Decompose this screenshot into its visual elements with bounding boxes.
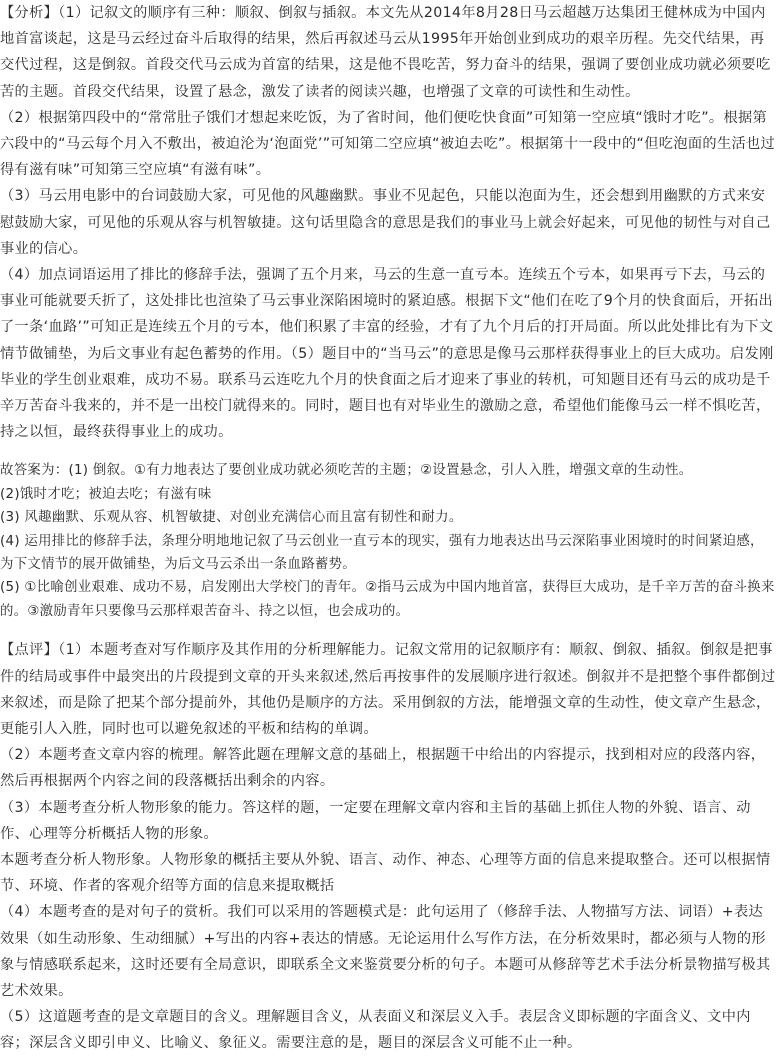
analysis-paragraph-2: （2）根据第四段中的“常常肚子饿们才想起来吃饭，为了省时间，他们便吃快食面”可知第一空应填“饿时才吃”。根据第六段中的“马云每个月入不敷出，被迫沦为‘泡面党’”可知第二空应填“被迫去吃”。根据第十一段中的“但吃泡面的生活也过得有滋有味”可知第三空应填“有滋有味”。 xyxy=(0,109,776,179)
answer-line-1: 故答案为：(1) 倒叙。①有力地表达了要创业成功就必须吃苦的主题；②设置悬念，引人入胜，增强文章的生动性。 xyxy=(0,463,693,479)
answer-line-4: (4) 运用排比的修辞手法，条理分明地地记叙了马云创业一直亏本的现实，强有力地表达出马云深陷事业困境时的时间紧迫感，为下文情节的展开做铺垫，为后文马云杀出一条血路蓄势。 xyxy=(0,533,764,573)
comment-section xyxy=(0,637,776,1056)
answer-line-5: (5) ①比喻创业艰难、成功不易，启发刚出大学校门的青年。②指马云成为中国内地首富，获得巨大成功，是千辛万苦的奋斗换来的。③激励青年只要像马云那样艰苦奋斗、持之以恒，也会成功的。 xyxy=(0,580,775,619)
analysis-paragraph-4: （4）加点词语运用了排比的修辞手法，强调了五个月来，马云的生意一直亏本。连续五个亏本，如果再亏下去，马云的事业可能就要夭折了，这处排比也渲染了马云事业深陷困境时的紧迫感。根据下文“他们在吃了9个月的快食面后，开拓出了一条‘血路’”可知正是连续五个月的亏本，他们积累了丰富的经验，才有了九个月后的打开局面。所以此处排比有为下文情节做铺垫，为后文事业有起色蓄势的作用。（5）题目中的“当马云”的意思是像马云那样获得事业上的巨大成功。启发刚毕业的学生创业艰难，成功不易。联系马云连吃九个月的快食面之后才迎来了事业的转机，可知题目还有马云的成功是千辛万苦奋斗我来的，并不是一出校门就得来的。同时，题目也有对毕业生的激励之意，希望他们能像马云一样不惧吃苦，持之以恒，最终获得事业上的成功。 xyxy=(0,267,774,441)
analysis-paragraph-3: （3）马云用电影中的台词鼓励大家，可见他的风趣幽默。事业不见起色，只能以泡面为生，还会想到用幽默的方式来安慰鼓励大家，可见他的乐观从容与机智敏捷。这句话里隐含的意思是我们的事业马上就会好起来，可见他的韧性与对自己事业的信心。 xyxy=(0,188,771,257)
comment-paragraph-2: （2）本题考查文章内容的梳理。解答此题在理解文意的基础上，根据题干中给出的内容提示，找到相对应的段落内容，然后再根据两个内容之间的段落概括出剩余的内容。 xyxy=(0,747,766,790)
comment-paragraph-6: （5）这道题考查的是文章题目的含义。理解题目含义，从表面义和深层义入手。表层含义即标题的字面含义、文中内容；深层含义即引申义、比喻义、象征义。需要注意的是，题目的深层含义可能不止一种。 xyxy=(0,1009,751,1052)
analysis-paragraph-1: 【分析】（1）记叙文的顺序有三种：顺叙、倒叙与插叙。本文先从2014年8月28日马云超越万达集团王健林成为中国内地首富谈起，这是马云经过奋斗后取得的结果，然后再叙述马云从1995年开始创业到成功的艰辛历程。先交代结果，再交代过程，这是倒叙。首段交代马云成为首富的结果，这是他不畏吃苦，努力奋斗的结果，强调了要创业成功就必须要吃苦的主题。首段交代结果，设置了悬念，激发了读者的阅读兴趣，也增强了文章的可读性和生动性。 xyxy=(0,5,771,100)
comment-paragraph-4: 本题考查分析人物形象。人物形象的概括主要从外貌、语言、动作、神态、心理等方面的信息来提取整合。还可以根据情节、环境、作者的客观介绍等方面的信息来提取概括 xyxy=(0,851,771,895)
answer-section xyxy=(0,459,776,623)
answer-line-2: (2)饿时才吃；被迫去吃；有滋有味 xyxy=(0,486,212,502)
comment-paragraph-5: （4）本题考查的是对句子的赏析。我们可以采用的答题模式是：此句运用了（修辞手法、人物描写方法、词语）+表达效果（如生动形象、生动细腻）+写出的内容+表达的情感。无论运用什么写作方法，在分析效果时，都必须与人物的形象与情感联系起来，这时还要有全局意识，即联系全文来鉴赏要分析的句子。本题可从修辞等艺术手法分析景物描写极其艺术效果。 xyxy=(0,904,771,999)
comment-paragraph-1: 【点评】（1）本题考查对写作顺序及其作用的分析理解能力。记叙文常用的记叙顺序有：顺叙、倒叙、插叙。倒叙是把事件的结局或事件中最突出的片段提到文章的开头来叙述,然后再按事件的发展顺序进行叙述。倒叙并不是把整个事件都倒过来叙述，而是除了把某个部分提前外，其他仍是顺序的方法。采用倒叙的方法，能增强文章的生动性，使文章产生悬念，更能引人入胜，同时也可以避免叙述的平板和结构的单调。 xyxy=(0,642,776,737)
comment-paragraph-3: （3）本题考查分析人物形象的能力。答这样的题，一定要在理解文章内容和主旨的基础上抓住人物的外貌、语言、动作、心理等分析概括人物的形象。 xyxy=(0,799,751,842)
answer-line-3: (3) 风趣幽默、乐观从容、机智敏捷、对创业充满信心而且富有韧性和耐力。 xyxy=(0,510,463,526)
analysis-section xyxy=(0,0,776,445)
